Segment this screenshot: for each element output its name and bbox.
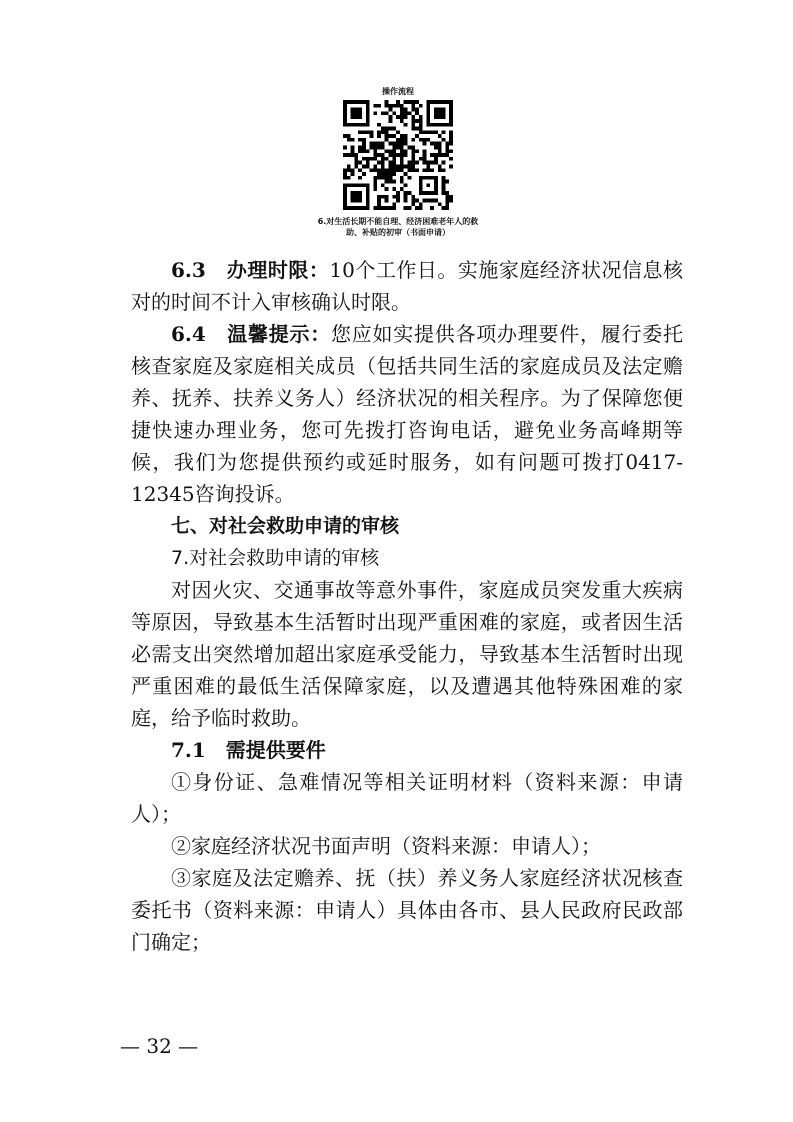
paragraph-text: 您应如实提供各项办理要件，履行委托核查家庭及家庭相关成员（包括共同生活的家庭成员及法定赡养、抚养、扶养义务人）经济状况的相关程序。为了保障您便捷快速办理业务，您可先拨打咨询电话，避免业务高峰期等候，我们为您提供预约或延时服务，如有问题可拨打0417-12345咨询投诉。 [131, 322, 683, 506]
sub-heading: 7.对社会救助申请的审核 [171, 547, 380, 569]
requirement-item: ②家庭经济状况书面声明（资料来源：申请人）； [171, 834, 601, 858]
paragraph-tips [131, 318, 683, 510]
paragraph-text: 10个工作日。实施家庭经济状况信息核对的时间不计入审核确认时限。 [131, 258, 683, 314]
document-body [131, 254, 683, 958]
section-heading: 七、对社会救助申请的审核 [171, 515, 400, 537]
requirement-item: ③家庭及法定赡养、抚（扶）养义务人家庭经济状况核查委托书（资料来源：申请人）具体由各市、县人民政府民政部门确定； [131, 866, 683, 954]
paragraph-description: 对因火灾、交通事故等意外事件，家庭成员突发重大疾病等原因，导致基本生活暂时出现严重困难的家庭，或者因生活必需支出突然增加超出家庭承受能力，导致基本生活暂时出现严重困难的最低生活保障家庭，以及遭遇其他特殊困难的家庭，给予临时救助。 [131, 578, 683, 730]
paragraph-processing-time [131, 254, 683, 318]
requirement-item: ①身份证、急难情况等相关证明材料（资料来源：申请人）； [131, 770, 683, 826]
qr-code-block [300, 86, 496, 238]
qr-code[interactable] [343, 100, 453, 210]
requirements-heading: 7.1 需提供要件 [171, 738, 326, 762]
qr-title: 操作流程 [382, 87, 414, 96]
qr-caption-line-1: 6.对生活长期不能自理、经济困难老年人的救 [317, 217, 479, 226]
paragraph-lead: 6.3 办理时限： [171, 258, 330, 282]
qr-caption [300, 216, 496, 238]
paragraph-lead: 6.4 温馨提示： [171, 322, 332, 346]
page-number: — 32 — [120, 1034, 199, 1058]
qr-caption-line-2: 助、补贴的初审（书面申请） [346, 228, 450, 237]
